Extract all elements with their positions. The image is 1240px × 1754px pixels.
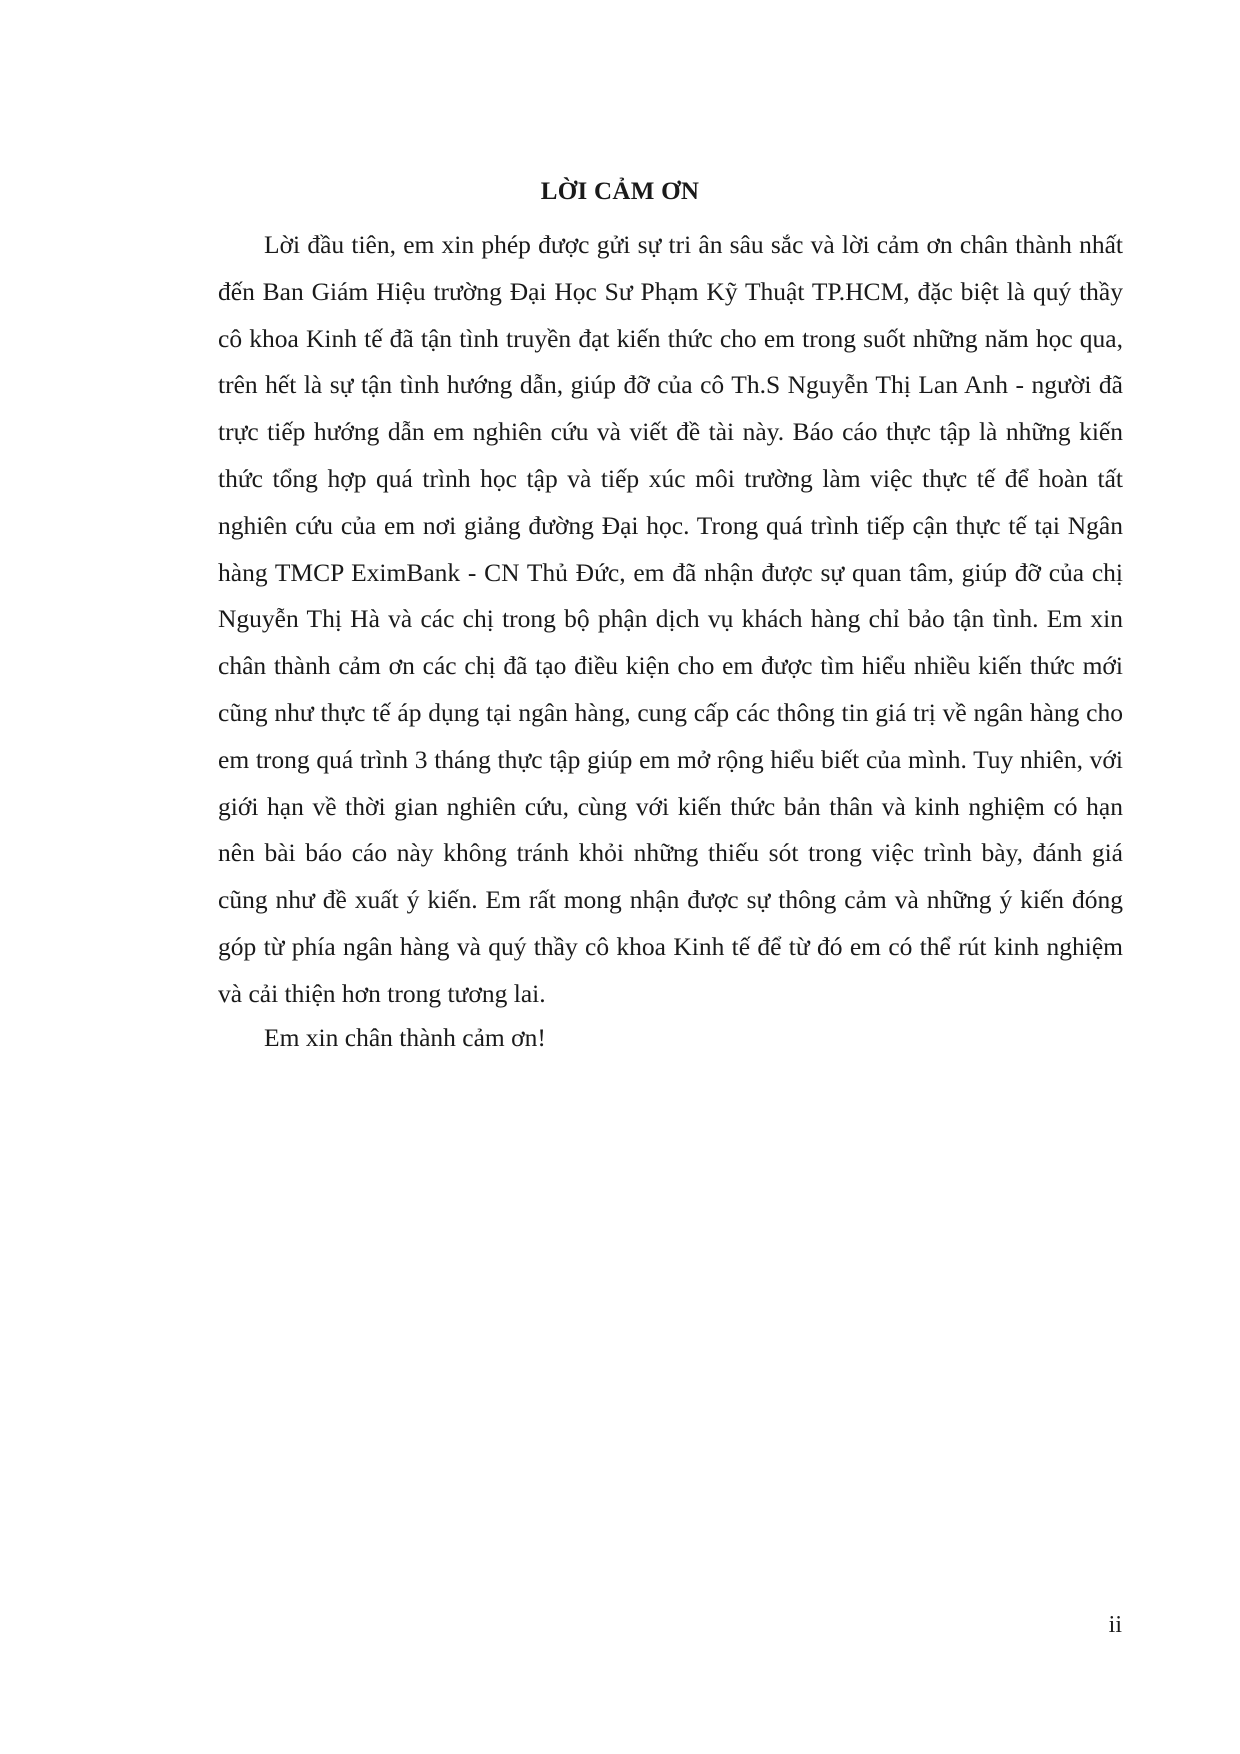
page-title: LỜI CẢM ƠN <box>540 178 700 205</box>
acknowledgement-paragraph: Lời đầu tiên, em xin phép được gửi sự tri ân sâu sắc và lời cảm ơn chân thành nhất đến Ban Giám Hiệu trường Đại Học Sư Phạm Kỹ Thuật TP.HCM, đặc biệt là quý thầy cô khoa Kinh tế đã tận tình truyền đạt kiến thức cho em trong suốt những năm học qua, trên hết là sự tận tình hướng dẫn, giúp đỡ của cô Th.S Nguyễn Thị Lan Anh - người đã trực tiếp hướng dẫn em nghiên cứu và viết đề tài này. Báo cáo thực tập là những kiến thức tổng hợp quá trình học tập và tiếp xúc môi trường làm việc thực tế để hoàn tất nghiên cứu của em nơi giảng đường Đại học. Trong quá trình tiếp cận thực tế tại Ngân hàng TMCP EximBank - CN Thủ Đức, em đã nhận được sự quan tâm, giúp đỡ của chị Nguyễn Thị Hà và các chị trong bộ phận dịch vụ khách hàng chỉ bảo tận tình. Em xin chân thành cảm ơn các chị đã tạo điều kiện cho em được tìm hiểu nhiều kiến thức mới cũng như thực tế áp dụng tại ngân hàng, cung cấp các thông tin giá trị về ngân hàng cho em trong quá trình 3 tháng thực tập giúp em mở rộng hiểu biết của mình. Tuy nhiên, với giới hạn về thời gian nghiên cứu, cùng với kiến thức bản thân và kinh nghiệm có hạn nên bài báo cáo này không tránh khỏi những thiếu sót trong việc trình bày, đánh giá cũng như đề xuất ý kiến. Em rất mong nhận được sự thông cảm và những ý kiến đóng góp từ phía ngân hàng và quý thầy cô khoa Kinh tế để từ đó em có thể rút kinh nghiệm và cải thiện hơn trong tương lai. <box>218 230 1123 1008</box>
closing-line: Em xin chân thành cảm ơn! <box>264 1023 546 1052</box>
page-number: ii <box>1108 1612 1122 1638</box>
